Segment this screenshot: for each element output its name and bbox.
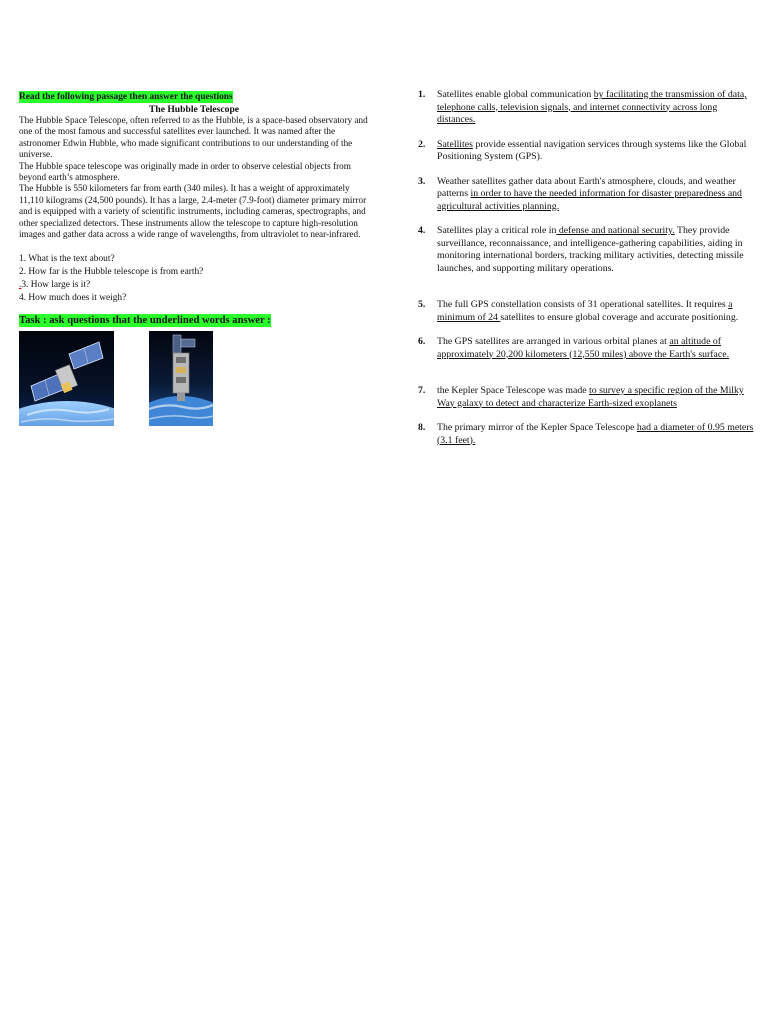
underlined-answer: defense and national security.	[556, 225, 675, 236]
underlined-answer: to survey a specific region of the Milky Way galaxy to detect and characterize Earth-sized exoplanets	[437, 385, 744, 409]
question-3-text: 3. How large is it?	[21, 280, 91, 291]
item-2	[418, 139, 758, 164]
item-number: 6.	[418, 336, 426, 347]
item-text	[437, 422, 758, 447]
item-1	[418, 89, 758, 127]
passage-paragraph-1: The Hubble Space Telescope, often referred to as the Hubble, is a space-based observatory and one of the most famous and successful satellites ever launched. It was named after the astronomer Edwin Hubble, who made significant contributions to our understanding of the universe.	[19, 115, 368, 160]
item-plain-text: Satellites play a critical role in	[437, 225, 557, 236]
underlined-answer: in order to have the needed information for disaster preparedness and agricultural activities planning.	[437, 188, 742, 212]
right-column	[418, 89, 758, 447]
question-1: 1. What is the text about?	[19, 254, 115, 265]
item-text	[437, 139, 758, 164]
underlined-answer: a minimum of 24	[437, 299, 733, 323]
item-number: 1.	[418, 89, 426, 100]
item-number: 7.	[418, 385, 426, 396]
underlined-answer: Satellites	[437, 138, 473, 150]
image-row	[19, 331, 369, 427]
satellite-image-1	[19, 331, 114, 426]
item-5	[418, 299, 758, 324]
item-number: 8.	[418, 422, 426, 433]
item-plain-text: Satellites enable global communication	[437, 89, 594, 100]
item-text	[437, 176, 758, 214]
item-plain-text: The full GPS constellation consists of 31 operational satellites. It requires	[437, 299, 729, 310]
item-text	[437, 385, 758, 410]
item-plain-text: the Kepler Space Telescope was made	[437, 385, 590, 396]
item-6	[418, 336, 758, 361]
item-plain-text: They provide surveillance, reconnaissance, and intelligence-gathering capabilities, aiding in monitoring international borders, tracking military activities, detecting missile launches, and supporting military operations.	[437, 225, 744, 274]
task-highlight: Task : ask questions that the underlined words answer :	[19, 315, 271, 327]
passage-paragraph-2: The Hubble space telescope was originally made in order to observe celestial objects from beyond earth’s atmosphere.	[19, 160, 351, 183]
passage-paragraph-3: The Hubble is 550 kilometers far from earth (340 miles). It has a weight of approximately 11,110 kilograms (24,500 pounds). It has a large, 2.4-meter (7.9-foot) diameter primary mirror and is equipped with a variety of scientific instruments, including cameras, spectrographs, and other specialized detectors. These instruments allow the telescope to capture high-resolution images and gather data across a wide range of wavelengths, from ultraviolet to near-infrared.	[19, 183, 367, 240]
item-text	[437, 225, 758, 275]
item-3	[418, 176, 758, 214]
satellite-image-2	[149, 331, 213, 426]
left-column	[19, 86, 369, 427]
item-4	[418, 225, 758, 275]
underlined-answer: by facilitating the transmission of data, telephone calls, television signals, and internet connectivity across long distances.	[437, 89, 747, 125]
item-plain-text: provide essential navigation services through systems like the Global Positioning System (GPS).	[437, 138, 747, 162]
item-plain-text: The primary mirror of the Kepler Space Telescope	[437, 422, 637, 433]
item-text	[437, 299, 758, 324]
item-text	[437, 89, 758, 127]
item-8	[418, 422, 758, 447]
item-plain-text: Weather satellites gather data about Earth's atmosphere, clouds, and weather patterns	[437, 175, 736, 199]
item-number: 4.	[418, 225, 426, 236]
underlined-answer: an altitude of approximately 20,200 kilometers (12,550 miles) above the Earth's surface.	[437, 336, 730, 360]
underlined-answer: had a diameter of 0.95 meters (3.1 feet).	[437, 422, 754, 446]
item-plain-text: satellites to ensure global coverage and accurate positioning.	[500, 311, 739, 323]
instruction-highlight: Read the following passage then answer the questions	[19, 92, 233, 102]
passage	[19, 115, 369, 240]
question-list	[19, 253, 369, 305]
passage-title: The Hubble Telescope	[148, 104, 240, 115]
question-2: 2. How far is the Hubble telescope is from earth?	[19, 267, 204, 278]
question-4: 4. How much does it weigh?	[19, 293, 127, 304]
item-plain-text: The GPS satellites are arranged in various orbital planes at	[437, 336, 670, 347]
item-number: 2.	[418, 138, 426, 150]
item-number: 5.	[418, 299, 426, 310]
item-7	[418, 385, 758, 410]
item-number: 3.	[418, 175, 426, 187]
spelling-mark: .	[19, 280, 22, 291]
question-3	[19, 279, 369, 292]
item-text	[437, 336, 758, 361]
